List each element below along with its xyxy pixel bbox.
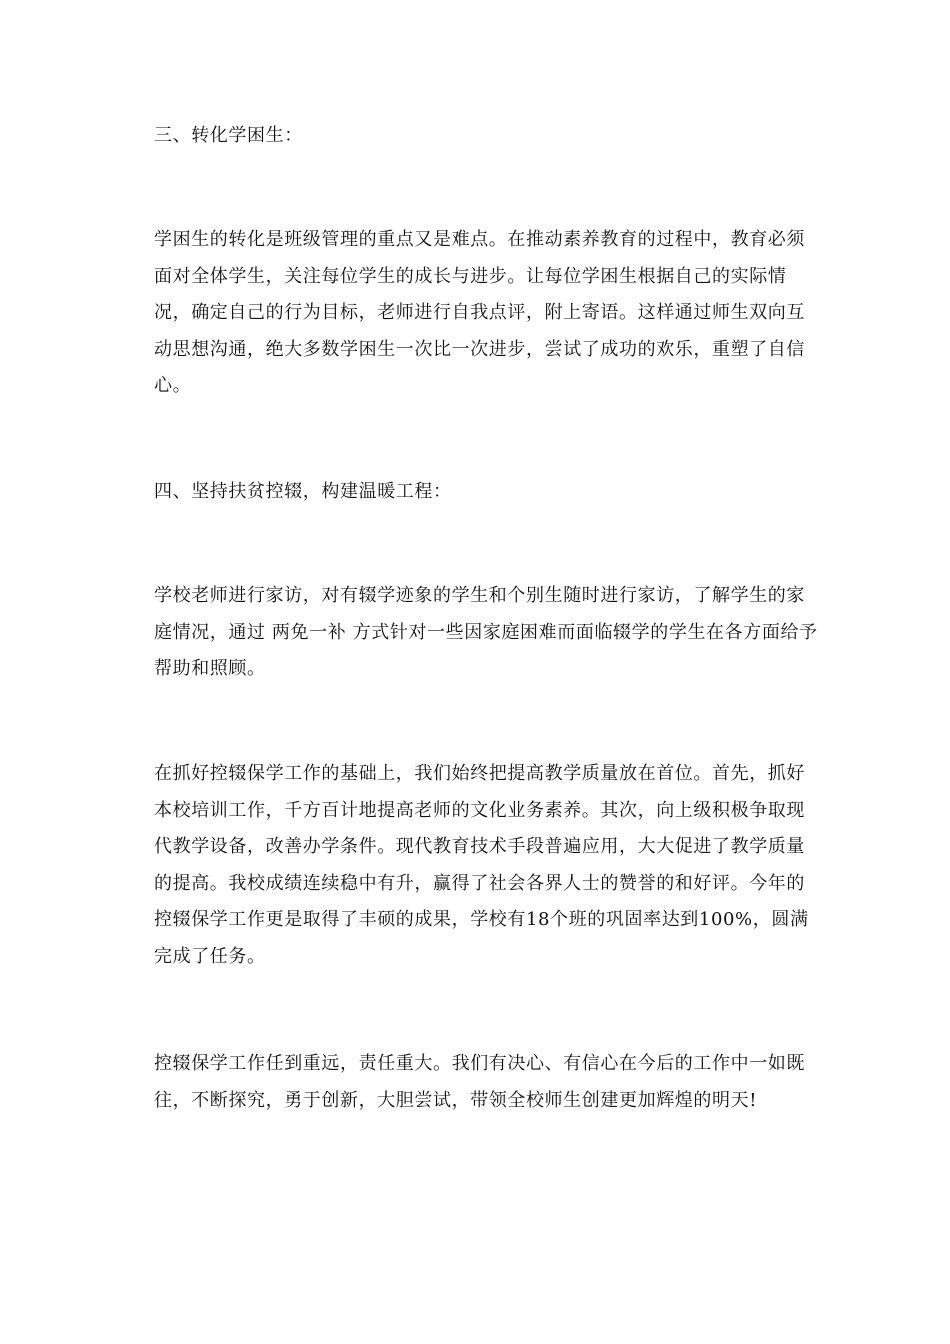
section-heading-3: 三、转化学困生： (154, 125, 303, 146)
paragraph-home-visits: 学校老师进行家访，对有辍学迹象的学生和个别生随时进行家访，了解学生的家庭情况，通过 两免一补 方式针对一些因家庭困难而面临辍学的学生在各方面给予帮助和照顾。 (154, 585, 818, 679)
paragraph-closing: 控辍保学工作任到重远，责任重大。我们有决心、有信心在今后的工作中一如既往，不断探究，勇于创新，大胆尝试，带领全校师生创建更加辉煌的明天! (154, 1053, 805, 1111)
paragraph-struggling-students: 学困生的转化是班级管理的重点又是难点。在推动素养教育的过程中，教育必须面对全体学生，关注每位学生的成长与进步。让每位学困生根据自己的实际情况，确定自己的行为目标，老师进行自我点评，附上寄语。这样通过师生双向互动思想沟通，绝大多数学困生一次比一次进步，尝试了成功的欢乐，重塑了自信心。 (154, 229, 805, 396)
paragraph-teaching-quality: 在抓好控辍保学工作的基础上，我们始终把提高教学质量放在首位。首先，抓好本校培训工作，千方百计地提高老师的文化业务素养。其次，向上级积极争取现代教学设备，改善办学条件。现代教育技术手段普遍应用，大大促进了教学质量的提高。我校成绩连续稳中有升，赢得了社会各界人士的赞誉的和好评。今年的控辍保学工作更是取得了丰硕的成果，学校有18个班的巩固率达到100%，圆满完成了任务。 (154, 763, 809, 967)
section-heading-4: 四、坚持扶贫控辍，构建温暖工程： (154, 481, 452, 502)
